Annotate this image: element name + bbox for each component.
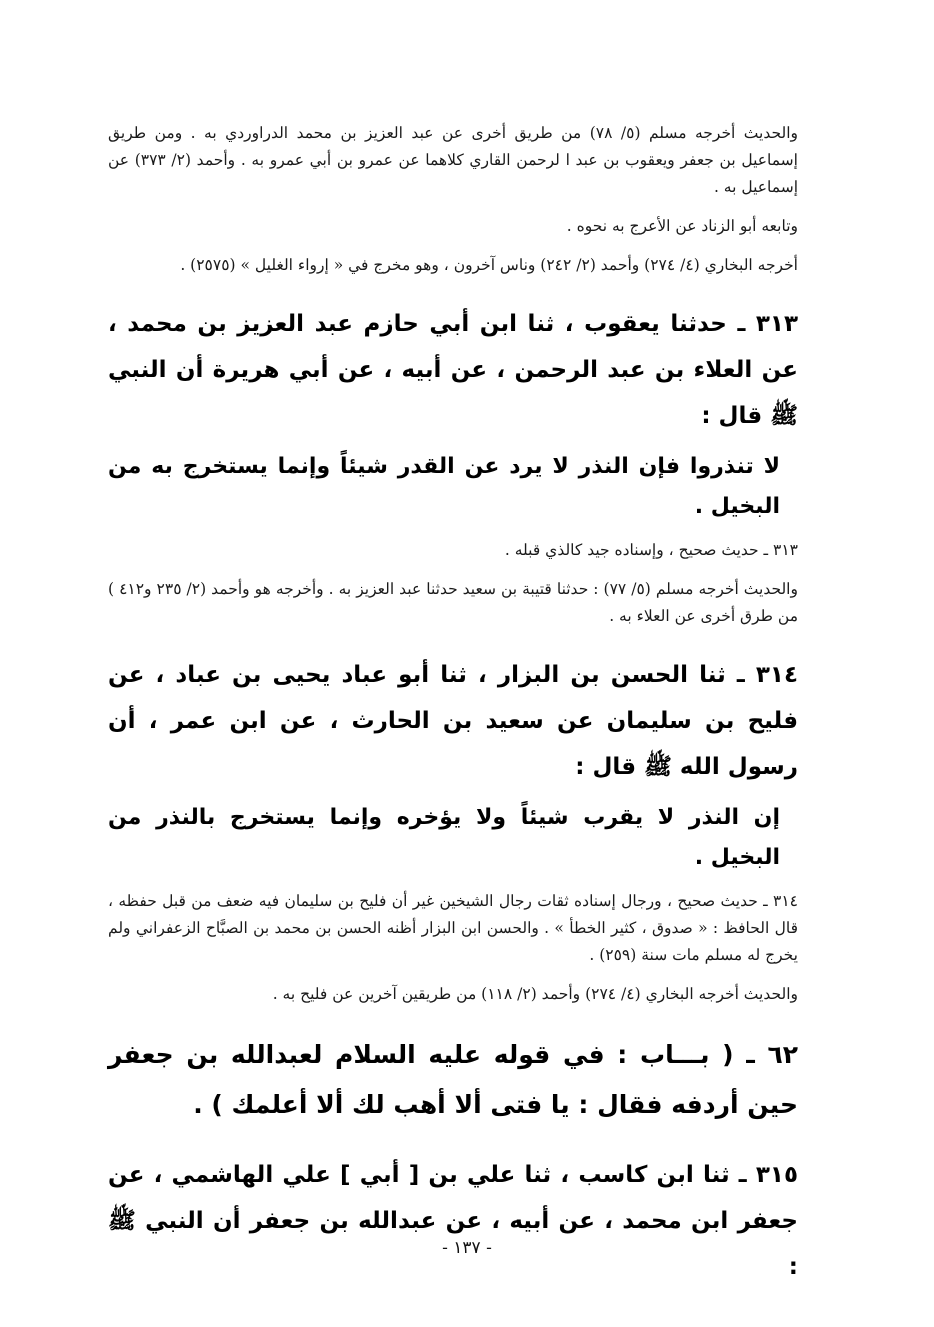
hadith-313-takhrij: والحديث أخرجه مسلم (٥/ ٧٧) : حدثنا قتيبة بن سعيد حدثنا عبد العزيز به . وأخرجه هو وأحمد (٢/ ٢٣٥ و٤١٢ ) من طرق أخرى عن العلاء به .: [108, 580, 798, 625]
hadith-313-matn: لا تنذروا فإن النذر لا يرد عن القدر شيئاً وإنما يستخرج به من البخيل .: [108, 454, 780, 519]
hadith-313-grading: ٣١٣ ـ حديث صحيح ، وإسناده جيد كالذي قبله .: [504, 541, 798, 559]
footnote-muslim-78: والحديث أخرجه مسلم (٥/ ٧٨) من طريق أخرى عن عبد العزيز بن محمد الدراوردي به . ومن طريق إسماعيل بن جعفر ويعقوب بن عبد ا لرحمن القاري كلاهما عن عمرو بن أبي عمرو به . وأحمد (٢/ ٣٧٣) عن إسماعيل به .: [108, 124, 798, 196]
footnote-bukhari-274: أخرجه البخاري (٤/ ٢٧٤) وأحمد (٢/ ٢٤٢) وناس آخرون ، وهو مخرج في « إرواء الغليل » (٢٥٧٥) .: [180, 256, 798, 274]
page-body: [108, 120, 798, 1298]
page-number: - ١٣٧ -: [442, 1238, 492, 1258]
hadith-314-isnad: ٣١٤ ـ ثنا الحسن بن البزار ، ثنا أبو عباد يحيى بن عباد ، عن فليح بن سليمان عن سعيد بن الحارث ، عن ابن عمر ، أن رسول الله ﷺ قال :: [108, 662, 798, 780]
footnote-abu-zinad: وتابعه أبو الزناد عن الأعرج به نحوه .: [566, 217, 798, 235]
chapter-62-heading: ٦٢ ـ ( بـــاب : في قوله عليه السلام لعبدالله بن جعفر حين أردفه فقال : يا فتى ألا أهب لك ألا أعلمك ) .: [108, 1040, 798, 1119]
hadith-314-grading: ٣١٤ ـ حديث صحيح ، ورجال إسناده ثقات رجال الشيخين غير أن فليح بن سليمان فيه ضعف من قبل حفظه ، قال الحافظ : « صدوق ، كثير الخطأ » . والحسن ابن البزار أظنه الحسن بن محمد بن الصبَّاح الزعفراني ولم يخرج له مسلم مات سنة (٢٥٩) .: [108, 892, 798, 964]
hadith-314-matn: إن النذر لا يقرب شيئاً ولا يؤخره وإنما يستخرج بالنذر من البخيل .: [108, 805, 780, 870]
hadith-313-isnad: ٣١٣ ـ حدثنا يعقوب ، ثنا ابن أبي حازم عبد العزيز بن محمد ، عن العلاء بن عبد الرحمن ، عن أبيه ، عن أبي هريرة أن النبي ﷺ قال :: [108, 311, 798, 429]
hadith-314-takhrij: والحديث أخرجه البخاري (٤/ ٢٧٤) وأحمد (٢/ ١١٨) من طريقين آخرين عن فليح به .: [272, 985, 798, 1003]
hadith-315-isnad: ٣١٥ ـ ثنا ابن كاسب ، ثنا علي بن [ أبي ] علي الهاشمي ، عن جعفر ابن محمد ، عن أبيه ، عن عبدالله بن جعفر أن النبي ﷺ :: [108, 1162, 798, 1280]
